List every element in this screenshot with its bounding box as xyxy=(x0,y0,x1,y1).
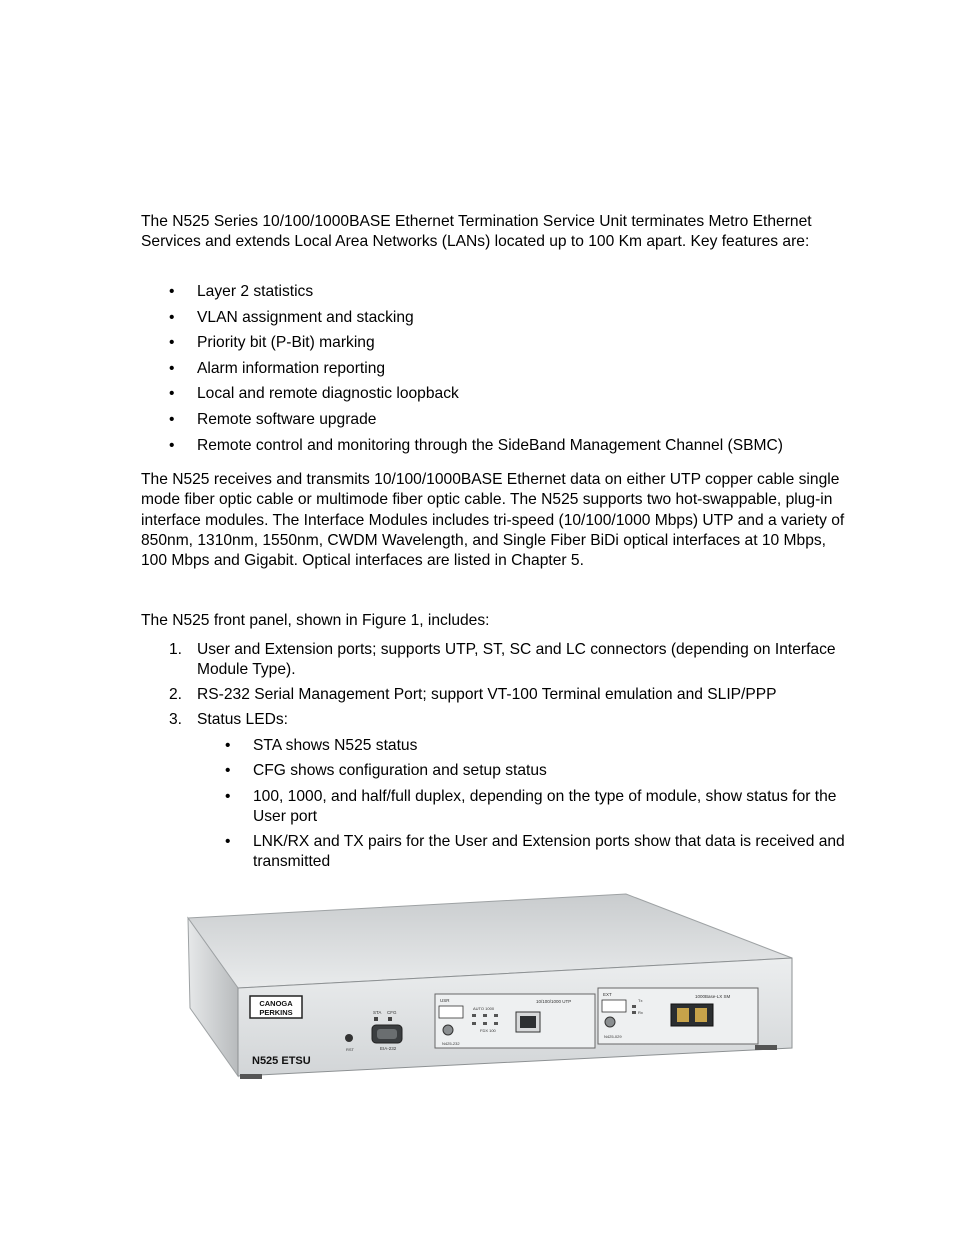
list-item: 3. Status LEDs: xyxy=(141,710,851,730)
list-item: • Alarm information reporting xyxy=(141,359,861,385)
status-led-list xyxy=(197,736,847,878)
bullet: • xyxy=(169,385,175,403)
device-illustration xyxy=(180,888,800,1083)
list-item: • VLAN assignment and stacking xyxy=(141,308,861,334)
bullet: • xyxy=(169,308,175,326)
device-model-label: N525 ETSU xyxy=(252,1055,311,1067)
svg-text:1000Base-LX SM: 1000Base-LX SM xyxy=(695,994,731,999)
intro-paragraph: The N525 Series 10/100/1000BASE Ethernet Termination Service Unit terminates Metro Ethernet Services and extends Local Area Networks (LANs) located up to 100 Km apart. Key features are: xyxy=(141,213,812,251)
list-item: • Remote software upgrade xyxy=(141,410,861,436)
front-panel-list xyxy=(141,640,851,735)
extension-port-module xyxy=(598,988,758,1044)
list-item: • CFG shows configuration and setup status xyxy=(197,761,847,781)
list-item: • 100, 1000, and half/full duplex, depending on the type of module, show status for the User port xyxy=(225,787,837,825)
svg-text:CFG: CFG xyxy=(387,1010,397,1015)
svg-text:10/100/1000 UTP: 10/100/1000 UTP xyxy=(536,999,572,1004)
bullet: • xyxy=(169,436,175,454)
svg-text:STA: STA xyxy=(373,1010,382,1015)
svg-text:AUTO 1000: AUTO 1000 xyxy=(473,1006,495,1011)
svg-text:Rx: Rx xyxy=(638,1010,643,1015)
device-photo xyxy=(180,888,800,1083)
svg-text:RST: RST xyxy=(346,1047,354,1052)
bullet: • xyxy=(225,787,231,805)
list-number: 3. xyxy=(169,710,183,728)
list-item: 1. User and Extension ports; supports UTP, ST, SC and LC connectors (depending on Interface Module Type). xyxy=(169,641,836,679)
svg-text:CANOGA: CANOGA xyxy=(259,999,293,1008)
svg-text:EIA-232: EIA-232 xyxy=(380,1046,397,1051)
list-number: 2. xyxy=(169,686,183,704)
canoga-perkins-logo xyxy=(250,996,302,1018)
list-item: • Priority bit (P-Bit) marking xyxy=(141,333,861,359)
bullet: • xyxy=(225,737,231,754)
bullet: • xyxy=(169,359,175,377)
interfaces-paragraph: The N525 receives and transmits 10/100/1000BASE Ethernet data on either UTP copper cable single mode fiber optic cable or multimode fiber optic cable. The N525 supports two hot-swappable, plug-in interface modules. The Interface Modules includes tri-speed (10/100/1000 Mbps) UTP and a variety of 850nm, 1310nm, 1550nm, CWDM Wavelength, and Single Fiber BiDi optical interfaces at 10 Mbps, 100 Mbps and Gigabit. Optical interfaces are listed in Chapter 5. xyxy=(141,471,845,570)
svg-text:N425-232: N425-232 xyxy=(442,1041,460,1046)
list-item: • Remote control and monitoring through the SideBand Management Channel (SBMC) xyxy=(141,436,861,462)
bullet: • xyxy=(169,283,175,300)
list-item: • Local and remote diagnostic loopback xyxy=(141,384,861,410)
front-panel-intro: The N525 front panel, shown in Figure 1, includes: xyxy=(141,612,490,629)
list-item: • LNK/RX and TX pairs for the User and Extension ports show that data is received and transmitted xyxy=(225,833,845,871)
svg-text:EXT: EXT xyxy=(603,992,612,997)
user-port-module xyxy=(435,994,595,1048)
svg-text:USR: USR xyxy=(440,998,450,1003)
list-item: • Layer 2 statistics xyxy=(141,282,861,308)
svg-text:N425-029: N425-029 xyxy=(604,1034,622,1039)
list-item: • STA shows N525 status xyxy=(197,736,847,756)
bullet: • xyxy=(225,762,231,780)
list-number: 1. xyxy=(169,641,183,658)
svg-text:PERKINS: PERKINS xyxy=(259,1008,293,1017)
svg-text:Tx: Tx xyxy=(638,998,643,1003)
bullet: • xyxy=(225,833,231,851)
svg-text:FDX 100: FDX 100 xyxy=(480,1028,496,1033)
list-item: 2. RS-232 Serial Management Port; support VT-100 Terminal emulation and SLIP/PPP xyxy=(141,685,851,705)
bullet: • xyxy=(169,334,175,352)
bullet: • xyxy=(169,410,175,428)
feature-list xyxy=(141,282,861,461)
